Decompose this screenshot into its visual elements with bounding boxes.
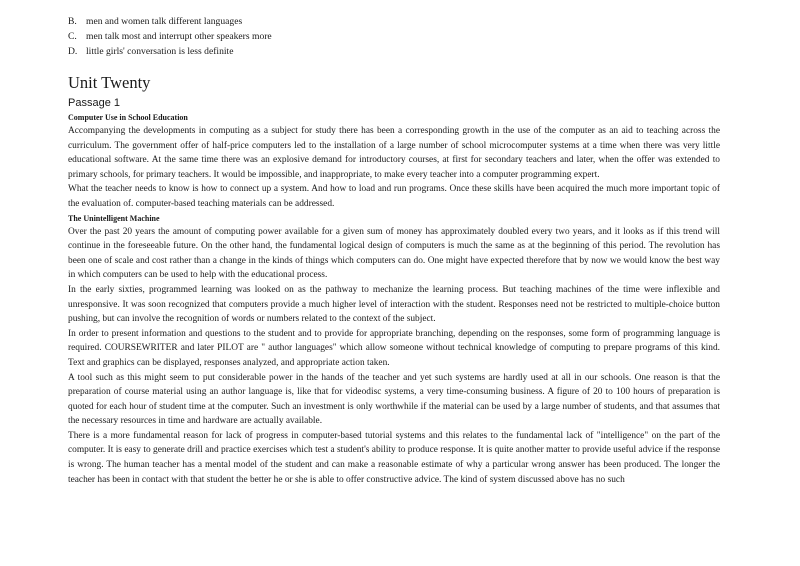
section-title-computer-use: Computer Use in School Education	[68, 113, 188, 122]
unit-title: Unit Twenty	[68, 73, 151, 92]
option-d	[68, 44, 720, 59]
option-text: little girls' conversation is less definite	[86, 46, 234, 57]
paragraph: There is a more fundamental reason for lack of progress in computer-based tutorial systems and this relates to the fundamental lack of "intelligence" on the part of the computer. It is easy to generate drill and practice exercises which test a student's ability to produce response. It is quite another matter to provide useful advice if the response is wrong. The human teacher has a mental model of the student and can make a reasonable estimate of why a particular wrong answer has been produced. The longer the teacher has been in contact with that student the better he or she is able to offer constructive advice. The kind of system discussed above has no such	[68, 430, 720, 485]
paragraph: A tool such as this might seem to put considerable power in the hands of the teacher and yet such systems are hardly used at all in our schools. One reason is that the preparation of course material using an author language is, like that for videodisc systems, a very time-consuming business. A figure of 20 to 100 hours of preparation is quoted for each hour of student time at the computer. Such an investment is only worthwhile if the material can be used by a large number of students, and that assumes that the necessary resources in time and hardware are actually available.	[68, 372, 720, 427]
paragraph: In the early sixties, programmed learning was looked on as the pathway to mechanize the learning process. But teaching machines of the time were inflexible and unresponsive. It was soon recognized that computers provide a much higher level of interaction with the student. Responses need not be restricted to multiple-choice button pushing, but can involve the recognition of words or numbers related to the context of the subject.	[68, 284, 720, 325]
paragraph: Over the past 20 years the amount of computing power available for a given sum of money has approximately doubled every two years, and it looks as if this trend will continue in the foreseeable future. On the other hand, the fundamental logical design of computers is much the same as at the beginning of this period. The revolution has been one of scale and cost rather than a change in the kinds of things which computers can do. One might have expected therefore that by now we would know the best way in which computers can be used to help with the educational process.	[68, 226, 720, 281]
option-text: men talk most and interrupt other speakers more	[86, 31, 272, 42]
option-letter: C.	[68, 31, 77, 42]
option-letter: D.	[68, 46, 78, 57]
section-title-unintelligent-machine: The Unintelligent Machine	[68, 213, 160, 223]
option-letter: B.	[68, 16, 77, 27]
paragraph: In order to present information and questions to the student and to provide for appropriate branching, depending on the responses, some form of programming language is required. COURSEWRITER and later PILOT are " author languages" which allow someone without technical knowledge of computing to prepare programs of this kind. Text and graphics can be displayed, responses analyzed, and appropriate action taken.	[68, 328, 720, 368]
option-c	[68, 29, 720, 44]
passage-title: Passage 1	[68, 97, 120, 109]
option-text: men and women talk different languages	[86, 16, 243, 27]
document-page	[68, 14, 720, 487]
answer-options	[68, 14, 720, 59]
paragraph: What the teacher needs to know is how to connect up a system. And how to load and run programs. Once these skills have been acquired the much more important topic of the evaluation of. computer-based teaching materials can be addressed.	[68, 184, 720, 209]
paragraph: Accompanying the developments in computing as a subject for study there has been a corresponding growth in the use of the computer as an aid to teaching across the curriculum. The government offer of half-price computers led to the installation of a large number of school microcomputer systems at a time when there was very little educational software. At the same time there was an explosive demand for introductory courses, at first for secondary teachers and later, when the offer was extended to primary schools, for primary teachers. It would be impossible, and inappropriate, to make every teacher into a computer programming expert.	[68, 126, 720, 180]
option-b	[68, 14, 720, 29]
